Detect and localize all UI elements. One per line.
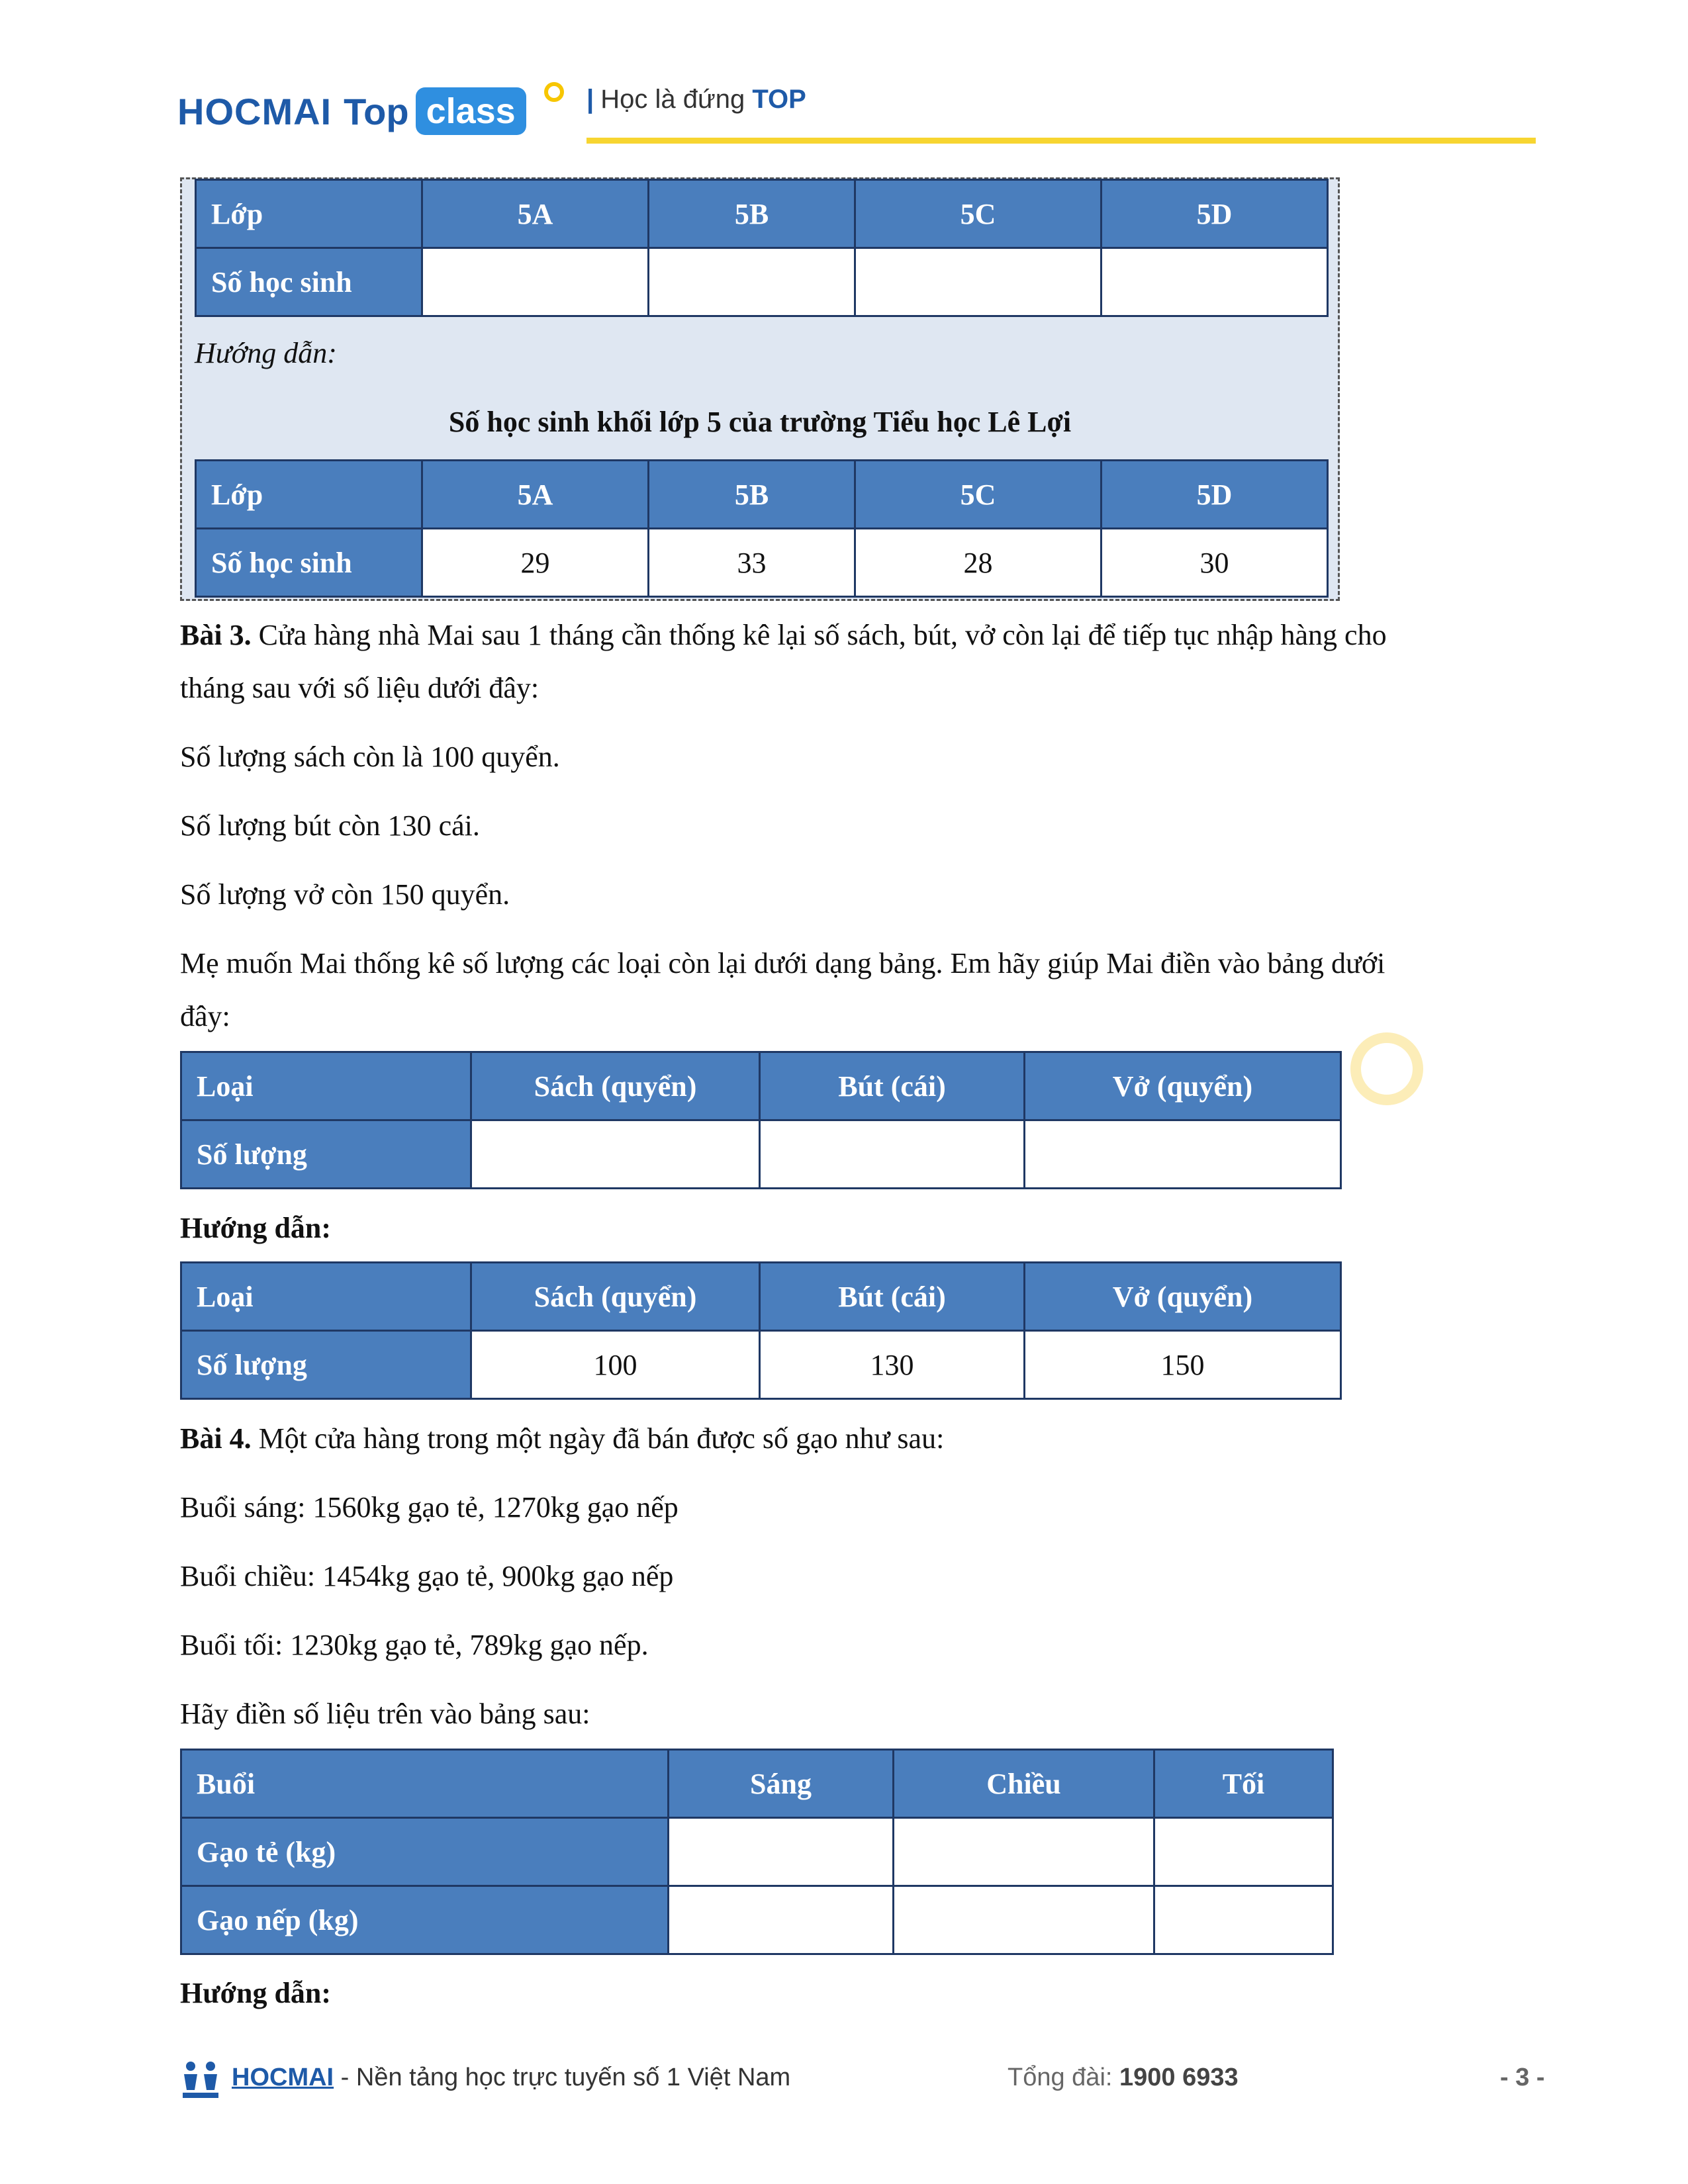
table-cell: 5A [422, 180, 649, 248]
guide-label: Hướng dẫn: [180, 1212, 332, 1244]
table-cell [1025, 1120, 1341, 1189]
table-cell: 28 [855, 529, 1102, 597]
table-cell: Gạo tẻ (kg) [181, 1818, 669, 1886]
exercise-text: Một cửa hàng trong một ngày đã bán được số gạo như sau: [251, 1422, 945, 1455]
paragraph: Buổi sáng: 1560kg gạo tẻ, 1270kg gạo nếp [180, 1491, 679, 1524]
table-row [181, 1886, 1333, 1954]
tagline-prefix: Học là đứng [600, 85, 745, 114]
table-cell: Bút (cái) [760, 1263, 1025, 1331]
table-class-empty [195, 179, 1329, 317]
table-row [196, 529, 1328, 597]
hotline-number: 1900 6933 [1119, 2064, 1239, 2091]
table-cell [471, 1120, 760, 1189]
paragraph: Số lượng bút còn 130 cái. [180, 809, 480, 842]
table-row [181, 1120, 1341, 1189]
exercise-3-intro-cont: tháng sau với số liệu dưới đây: [180, 672, 539, 704]
paragraph: Số lượng sách còn là 100 quyển. [180, 741, 560, 773]
footer-slogan: - Nền tảng học trực tuyến số 1 Việt Nam [334, 2064, 791, 2091]
table-cell: Tối [1154, 1750, 1333, 1818]
table-cell: Sách (quyển) [471, 1263, 760, 1331]
table-cell: Số học sinh [196, 248, 422, 316]
table-cell: 30 [1102, 529, 1328, 597]
table-cell: 5B [649, 461, 855, 529]
table-cell: Số học sinh [196, 529, 422, 597]
table-cell: 5B [649, 180, 855, 248]
paragraph: Hãy điền số liệu trên vào bảng sau: [180, 1698, 590, 1730]
table-cell: 5A [422, 461, 649, 529]
table-cell: Số lượng [181, 1331, 471, 1399]
table-cell: Sáng [669, 1750, 894, 1818]
header-tagline [586, 85, 806, 114]
table-cell: Buổi [181, 1750, 669, 1818]
table-cell: 33 [649, 529, 855, 597]
table-cell: 5D [1102, 461, 1328, 529]
table-row [196, 248, 1328, 316]
exercise-label: Bài 3. [180, 619, 252, 651]
hocmai-topclass-logo [177, 78, 526, 144]
logo-class: class [416, 87, 526, 135]
paragraph: Buổi chiều: 1454kg gạo tẻ, 900kg gạo nếp [180, 1560, 674, 1592]
table-cell: 5C [855, 461, 1102, 529]
logo-top: Top [344, 90, 409, 132]
hotline-label: Tổng đài: [1008, 2064, 1119, 2091]
header-underline [586, 138, 1536, 144]
table-cell [894, 1818, 1154, 1886]
table-cell: Chiều [894, 1750, 1154, 1818]
table-caption: Số học sinh khối lớp 5 của trường Tiểu học Lê Lợi [448, 406, 1072, 438]
table-row [181, 1263, 1341, 1331]
footer-hotline [1008, 2064, 1239, 2092]
table-cell: 29 [422, 529, 649, 597]
logo-brand: HOCMAI [177, 90, 332, 132]
table-stock-empty [180, 1051, 1342, 1189]
table-row [181, 1331, 1341, 1399]
table-row [181, 1818, 1333, 1886]
paragraph: đây: [180, 1000, 230, 1032]
table-cell: 150 [1025, 1331, 1341, 1399]
table-cell [669, 1886, 894, 1954]
table-cell: 100 [471, 1331, 760, 1399]
table-cell [649, 248, 855, 316]
sun-icon [544, 82, 564, 102]
guide-label: Hướng dẫn: [195, 337, 337, 369]
page-number: - 3 - [1500, 2064, 1545, 2091]
paragraph: Số lượng vở còn 150 quyển. [180, 878, 510, 911]
table-row [181, 1052, 1341, 1120]
table-cell: Loại [181, 1052, 471, 1120]
table-cell: Vở (quyển) [1025, 1263, 1341, 1331]
table-cell: Số lượng [181, 1120, 471, 1189]
table-row [181, 1750, 1333, 1818]
table-cell: 5C [855, 180, 1102, 248]
table-cell [422, 248, 649, 316]
table-cell [1154, 1886, 1333, 1954]
table-cell [855, 248, 1102, 316]
table-class-filled [195, 459, 1329, 598]
table-cell: Loại [181, 1263, 471, 1331]
exercise-3-intro [180, 618, 1387, 652]
paragraph: Buổi tối: 1230kg gạo tẻ, 789kg gạo nếp. [180, 1629, 649, 1661]
table-stock-filled [180, 1261, 1342, 1400]
table-cell: Bút (cái) [760, 1052, 1025, 1120]
table-cell: Vở (quyển) [1025, 1052, 1341, 1120]
table-cell: Gạo nếp (kg) [181, 1886, 669, 1954]
table-rice-empty [180, 1749, 1334, 1955]
exercise-label: Bài 4. [180, 1422, 252, 1455]
table-row [196, 180, 1328, 248]
table-cell: 130 [760, 1331, 1025, 1399]
table-cell [1154, 1818, 1333, 1886]
guide-label: Hướng dẫn: [180, 1977, 332, 2009]
table-row [196, 461, 1328, 529]
watermark-gear-icon [1350, 1032, 1423, 1105]
footer-brand-link[interactable]: HOCMAI [232, 2064, 334, 2091]
table-cell: 5D [1102, 180, 1328, 248]
table-cell [669, 1818, 894, 1886]
exercise-4-intro [180, 1422, 944, 1455]
table-cell: Sách (quyển) [471, 1052, 760, 1120]
table-cell: Lớp [196, 180, 422, 248]
paragraph: Mẹ muốn Mai thống kê số lượng các loại còn lại dưới dạng bảng. Em hãy giúp Mai điền vào bảng dưới [180, 947, 1385, 979]
table-cell [760, 1120, 1025, 1189]
table-cell [1102, 248, 1328, 316]
exercise-text: Cửa hàng nhà Mai sau 1 tháng cần thống kê lại số sách, bút, vở còn lại để tiếp tục nhập hàng cho [251, 619, 1387, 651]
divider-bar: | [586, 85, 594, 114]
tagline-highlight: TOP [752, 85, 806, 114]
table-cell [894, 1886, 1154, 1954]
table-cell: Lớp [196, 461, 422, 529]
hocmai-people-icon [180, 2060, 221, 2099]
footer-left [232, 2064, 790, 2092]
